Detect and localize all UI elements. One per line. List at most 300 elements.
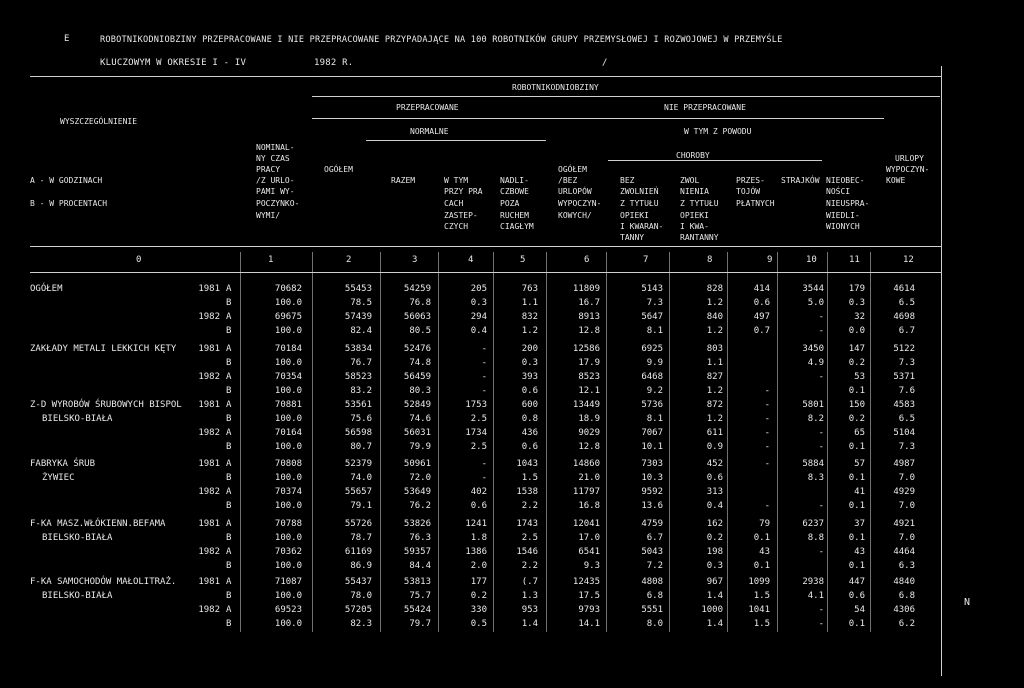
normalne-label: NORMALNE: [410, 127, 449, 136]
table-cell: 16.7: [578, 298, 600, 308]
table-cell: 1.4: [706, 591, 723, 601]
table-cell: 100.0: [274, 501, 302, 511]
table-cell: 4759: [641, 519, 663, 529]
table-cell: -: [481, 459, 487, 469]
table-cell: 840: [706, 312, 723, 322]
table-cell: 78.0: [350, 591, 372, 601]
nominal-label-6: WYMI/: [256, 211, 281, 220]
ogolem-bez-label-1: /BEZ: [558, 176, 578, 185]
table-cell: 600: [521, 400, 538, 410]
table-cell: 177: [470, 577, 487, 587]
razem-col-label: RAZEM: [391, 176, 416, 185]
row-year: 1981: [198, 519, 220, 529]
table-cell: 6.2: [898, 619, 915, 629]
table-cell: 611: [706, 428, 723, 438]
table-cell: 200: [521, 344, 538, 354]
table-cell: 1.1: [521, 298, 538, 308]
row-unit-marker: A: [226, 428, 232, 438]
column-separator: [870, 252, 871, 632]
table-cell: 294: [470, 312, 487, 322]
column-separator: [546, 252, 547, 632]
table-cell: 80.5: [409, 326, 431, 336]
table-cell: 1000: [701, 605, 723, 615]
table-cell: 0.1: [753, 561, 770, 571]
row-unit-marker: B: [226, 591, 232, 601]
column-separator: [438, 252, 439, 632]
table-cell: 65: [854, 428, 865, 438]
rule-colnums: [30, 272, 942, 273]
table-cell: 100.0: [274, 442, 302, 452]
table-cell: 100.0: [274, 473, 302, 483]
rule-head-bottom: [30, 246, 942, 247]
row-year: 1981: [198, 284, 220, 294]
table-cell: 74.8: [409, 358, 431, 368]
table-cell: 0.6: [753, 298, 770, 308]
table-cell: 80.7: [350, 442, 372, 452]
table-cell: 52849: [403, 400, 431, 410]
table-cell: 6925: [641, 344, 663, 354]
table-cell: 0.6: [521, 386, 538, 396]
table-cell: 5371: [893, 372, 915, 382]
row-unit-marker: B: [226, 533, 232, 543]
table-cell: 0.3: [706, 561, 723, 571]
row-year: 1982: [198, 487, 220, 497]
row-unit-marker: A: [226, 519, 232, 529]
table-cell: 53649: [403, 487, 431, 497]
table-cell: 76.7: [350, 358, 372, 368]
table-cell: 1.1: [706, 358, 723, 368]
table-cell: 2.0: [470, 561, 487, 571]
column-number-4: 4: [468, 255, 474, 265]
table-cell: -: [764, 400, 770, 410]
table-cell: 70354: [274, 372, 302, 382]
row-year: 1981: [198, 400, 220, 410]
table-cell: 57439: [344, 312, 372, 322]
table-cell: 74.6: [409, 414, 431, 424]
zwol-label-1: NIENIA: [680, 187, 709, 196]
row-unit-marker: A: [226, 547, 232, 557]
table-cell: 79.1: [350, 501, 372, 511]
table-cell: 162: [706, 519, 723, 529]
table-cell: 72.0: [409, 473, 431, 483]
row-unit-marker: A: [226, 312, 232, 322]
table-cell: 5551: [641, 605, 663, 615]
table-cell: 4.1: [807, 591, 824, 601]
table-cell: 4840: [893, 577, 915, 587]
table-cell: 402: [470, 487, 487, 497]
nominal-label-5: POCZYNKO-: [256, 199, 300, 208]
table-cell: 0.1: [848, 501, 865, 511]
table-cell: 9029: [578, 428, 600, 438]
rule-top: [30, 76, 942, 77]
nieobec-label-3: WIEDLI-: [826, 211, 860, 220]
table-cell: -: [764, 386, 770, 396]
table-cell: 1546: [516, 547, 538, 557]
table-cell: 53826: [403, 519, 431, 529]
table-cell: 78.7: [350, 533, 372, 543]
table-cell: 4464: [893, 547, 915, 557]
table-cell: 41: [854, 487, 865, 497]
table-cell: -: [818, 619, 824, 629]
table-cell: 11797: [572, 487, 600, 497]
w-tym-label-0: W TYM: [444, 176, 469, 185]
table-cell: 17.5: [578, 591, 600, 601]
table-cell: 7067: [641, 428, 663, 438]
row-unit-marker: A: [226, 284, 232, 294]
table-cell: 7.3: [898, 358, 915, 368]
table-cell: 69675: [274, 312, 302, 322]
table-cell: 5647: [641, 312, 663, 322]
table-cell: 12041: [572, 519, 600, 529]
table-cell: 414: [753, 284, 770, 294]
table-cell: 1.2: [521, 326, 538, 336]
table-cell: 330: [470, 605, 487, 615]
table-cell: 70374: [274, 487, 302, 497]
table-cell: 53813: [403, 577, 431, 587]
table-cell: 7.0: [898, 501, 915, 511]
urlopy-label-1: WYPOCZYN-: [886, 165, 930, 174]
table-cell: 6.7: [898, 326, 915, 336]
table-cell: 79.9: [409, 442, 431, 452]
table-cell: -: [764, 442, 770, 452]
table-cell: 78.5: [350, 298, 372, 308]
table-cell: 6.8: [898, 591, 915, 601]
column-number-2: 2: [346, 255, 352, 265]
table-cell: -: [818, 312, 824, 322]
table-cell: 10.3: [641, 473, 663, 483]
table-cell: -: [818, 428, 824, 438]
row-unit-marker: B: [226, 414, 232, 424]
table-cell: 5122: [893, 344, 915, 354]
table-cell: 55437: [344, 577, 372, 587]
table-cell: 0.7: [753, 326, 770, 336]
row-name: FABRYKA ŚRUB: [30, 459, 96, 469]
table-cell: -: [481, 386, 487, 396]
table-cell: 61169: [344, 547, 372, 557]
column-number-5: 5: [520, 255, 526, 265]
table-cell: 16.8: [578, 501, 600, 511]
table-cell: 5736: [641, 400, 663, 410]
spec-label: WYSZCZEGÓLNIENIE: [60, 117, 138, 126]
table-cell: -: [818, 605, 824, 615]
table-cell: 53834: [344, 344, 372, 354]
table-cell: 100.0: [274, 358, 302, 368]
w-tym-label-3: ZASTEP-: [444, 211, 478, 220]
table-cell: 953: [521, 605, 538, 615]
column-number-8: 8: [707, 255, 713, 265]
table-cell: -: [481, 358, 487, 368]
table-cell: 1.5: [521, 473, 538, 483]
urlopy-label-0: URLOPY: [895, 154, 924, 163]
column-separator: [669, 252, 670, 632]
margin-mark: N: [964, 597, 971, 608]
table-cell: 70788: [274, 519, 302, 529]
table-cell: 1043: [516, 459, 538, 469]
w-tym-label-4: CZYCH: [444, 222, 469, 231]
rule-choroby: [608, 160, 822, 161]
table-cell: 6.5: [898, 298, 915, 308]
bez-label-4: I KWARAN-: [620, 222, 664, 231]
table-cell: 79: [759, 519, 770, 529]
table-cell: 17.9: [578, 358, 600, 368]
table-cell: 2938: [802, 577, 824, 587]
table-cell: 70362: [274, 547, 302, 557]
table-cell: 1.2: [706, 298, 723, 308]
w-tym-label-2: CACH: [444, 199, 464, 208]
table-cell: -: [764, 428, 770, 438]
table-cell: 1241: [465, 519, 487, 529]
table-cell: 1538: [516, 487, 538, 497]
table-cell: 0.1: [848, 619, 865, 629]
table-cell: 313: [706, 487, 723, 497]
table-cell: 76.3: [409, 533, 431, 543]
w-tym-z-powodu-label: W TYM Z POWODU: [684, 127, 752, 136]
table-cell: 8.8: [807, 533, 824, 543]
table-cell: 1.4: [521, 619, 538, 629]
row-year: 1981: [198, 577, 220, 587]
table-cell: 0.1: [753, 533, 770, 543]
table-cell: 55657: [344, 487, 372, 497]
table-cell: 21.0: [578, 473, 600, 483]
column-number-9: 9: [767, 255, 773, 265]
ogolem-bez-label-4: KOWYCH/: [558, 211, 592, 220]
table-cell: 7.3: [646, 298, 663, 308]
column-separator: [827, 252, 828, 632]
table-cell: 205: [470, 284, 487, 294]
table-cell: 150: [848, 400, 865, 410]
table-cell: 0.3: [848, 298, 865, 308]
table-cell: 447: [848, 577, 865, 587]
table-cell: 0.5: [470, 619, 487, 629]
table-cell: 436: [521, 428, 538, 438]
table-cell: 70881: [274, 400, 302, 410]
column-separator: [727, 252, 728, 632]
bez-label-1: ZWOLNIEŃ: [620, 187, 659, 196]
nadliczbowe-label-1: CZBOWE: [500, 187, 529, 196]
table-cell: 7.2: [646, 561, 663, 571]
table-cell: 12.8: [578, 326, 600, 336]
table-cell: 2.5: [521, 533, 538, 543]
table-cell: -: [481, 372, 487, 382]
nie-przepracowane-label: NIE PRZEPRACOWANE: [664, 103, 746, 112]
nieobec-label-2: NIEUSPRA-: [826, 199, 870, 208]
table-cell: 6468: [641, 372, 663, 382]
table-cell: 76.8: [409, 298, 431, 308]
table-cell: 6237: [802, 519, 824, 529]
table-cell: 52476: [403, 344, 431, 354]
table-cell: 0.6: [706, 473, 723, 483]
table-cell: 83.2: [350, 386, 372, 396]
row-year: 1982: [198, 605, 220, 615]
table-cell: 4.9: [807, 358, 824, 368]
table-cell: 0.3: [521, 358, 538, 368]
column-separator: [493, 252, 494, 632]
rule-group: [312, 96, 940, 97]
table-cell: 52379: [344, 459, 372, 469]
table-cell: 0.3: [470, 298, 487, 308]
table-cell: -: [481, 344, 487, 354]
table-cell: 0.1: [848, 473, 865, 483]
nominal-label-1: NY CZAS: [256, 154, 290, 163]
table-cell: 0.4: [706, 501, 723, 511]
row-unit-marker: A: [226, 459, 232, 469]
table-cell: 50961: [403, 459, 431, 469]
table-cell: 12586: [572, 344, 600, 354]
table-cell: 100.0: [274, 561, 302, 571]
table-cell: 0.1: [848, 442, 865, 452]
table-cell: -: [481, 473, 487, 483]
row-name-2: ŻYWIEC: [42, 473, 75, 483]
row-year: 1981: [198, 459, 220, 469]
table-cell: 4987: [893, 459, 915, 469]
table-cell: 11809: [572, 284, 600, 294]
table-cell: -: [764, 459, 770, 469]
bez-label-5: TANNY: [620, 233, 645, 242]
column-separator: [606, 252, 607, 632]
table-cell: 57: [854, 459, 865, 469]
table-cell: 0.1: [848, 561, 865, 571]
table-cell: 12.8: [578, 442, 600, 452]
table-cell: 55453: [344, 284, 372, 294]
ogolem-bez-label-2: URLOPÓW: [558, 187, 592, 196]
table-cell: 2.5: [470, 442, 487, 452]
row-name-2: BIELSKO-BIAŁA: [42, 414, 113, 424]
table-cell: 1753: [465, 400, 487, 410]
table-cell: 4698: [893, 312, 915, 322]
table-cell: 0.6: [470, 501, 487, 511]
rule-prz: [312, 118, 884, 119]
table-cell: 1.5: [753, 619, 770, 629]
table-cell: 4614: [893, 284, 915, 294]
urlopy-label-2: KOWE: [886, 176, 906, 185]
row-unit-marker: A: [226, 344, 232, 354]
row-unit-marker: A: [226, 487, 232, 497]
table-cell: 18.9: [578, 414, 600, 424]
table-cell: 70682: [274, 284, 302, 294]
table-cell: 4929: [893, 487, 915, 497]
table-cell: 10.1: [641, 442, 663, 452]
table-cell: 9.9: [646, 358, 663, 368]
table-cell: 100.0: [274, 533, 302, 543]
rule-normalne: [366, 140, 546, 141]
table-cell: 2.5: [470, 414, 487, 424]
table-cell: 8.2: [807, 414, 824, 424]
column-number-12: 12: [903, 255, 914, 265]
nadliczbowe-label-3: RUCHEM: [500, 211, 529, 220]
table-cell: 70808: [274, 459, 302, 469]
table-cell: 100.0: [274, 414, 302, 424]
table-cell: -: [818, 547, 824, 557]
row-name-2: BIELSKO-BIAŁA: [42, 591, 113, 601]
table-cell: 43: [759, 547, 770, 557]
table-cell: 6541: [578, 547, 600, 557]
table-cell: 55726: [344, 519, 372, 529]
table-cell: 7.3: [898, 442, 915, 452]
table-cell: 5043: [641, 547, 663, 557]
column-separator: [312, 252, 313, 632]
table-cell: 43: [854, 547, 865, 557]
table-cell: 53: [854, 372, 865, 382]
row-unit-marker: B: [226, 298, 232, 308]
table-cell: 12435: [572, 577, 600, 587]
row-unit-marker: B: [226, 442, 232, 452]
table-cell: 76.2: [409, 501, 431, 511]
table-cell: 17.0: [578, 533, 600, 543]
table-cell: 0.6: [848, 591, 865, 601]
row-unit-marker: B: [226, 561, 232, 571]
nieobec-label-4: WIONYCH: [826, 222, 860, 231]
table-cell: 56031: [403, 428, 431, 438]
table-cell: 6.7: [646, 533, 663, 543]
column-number-0: 0: [136, 255, 142, 265]
table-cell: 75.7: [409, 591, 431, 601]
table-cell: 7.6: [898, 386, 915, 396]
group-main-label: ROBOTNIKODNIOBZINY: [512, 83, 599, 92]
header-mark: E: [64, 34, 70, 44]
title-line-2: KLUCZOWYM W OKRESIE I - IV: [100, 58, 247, 68]
table-cell: 37: [854, 519, 865, 529]
table-cell: 967: [706, 577, 723, 587]
table-cell: 0.0: [848, 326, 865, 336]
column-number-7: 7: [643, 255, 649, 265]
row-name: ZAKŁADY METALI LEKKICH KĘTY: [30, 344, 177, 354]
table-cell: 82.4: [350, 326, 372, 336]
table-cell: 58523: [344, 372, 372, 382]
table-cell: 79.7: [409, 619, 431, 629]
column-number-6: 6: [584, 255, 590, 265]
zwol-label-4: I KWA-: [680, 222, 709, 231]
nadliczbowe-label-2: POZA: [500, 199, 520, 208]
table-cell: 8.3: [807, 473, 824, 483]
table-cell: 55424: [403, 605, 431, 615]
table-cell: 3544: [802, 284, 824, 294]
table-cell: 803: [706, 344, 723, 354]
table-cell: 56598: [344, 428, 372, 438]
table-cell: 71087: [274, 577, 302, 587]
table-cell: 0.4: [470, 326, 487, 336]
table-cell: 828: [706, 284, 723, 294]
zwol-label-3: OPIEKI: [680, 211, 709, 220]
nominal-label-0: NOMINAL-: [256, 143, 295, 152]
table-cell: 6.3: [898, 561, 915, 571]
title-year: 1982 R.: [314, 58, 354, 68]
nominal-label-3: /Z URLO-: [256, 176, 295, 185]
table-cell: 100.0: [274, 298, 302, 308]
table-cell: 70164: [274, 428, 302, 438]
table-cell: 3450: [802, 344, 824, 354]
table-cell: 1099: [748, 577, 770, 587]
table-cell: 0.1: [848, 386, 865, 396]
row-year: 1982: [198, 547, 220, 557]
table-cell: 1.2: [706, 414, 723, 424]
table-cell: 8.0: [646, 619, 663, 629]
row-name: Z-D WYROBÓW ŚRUBOWYCH BISPOL: [30, 400, 182, 410]
table-cell: 56459: [403, 372, 431, 382]
ogolem-bez-label-3: WYPOCZYN-: [558, 199, 602, 208]
choroby-label: CHOROBY: [676, 151, 710, 160]
nieobec-label-0: NIEOBEC-: [826, 176, 865, 185]
table-cell: 9793: [578, 605, 600, 615]
table-cell: 1.8: [470, 533, 487, 543]
zwol-label-5: RANTANNY: [680, 233, 719, 242]
zwol-label-2: Z TYTUŁU: [680, 199, 719, 208]
table-cell: 9.3: [583, 561, 600, 571]
table-cell: 59357: [403, 547, 431, 557]
row-year: 1982: [198, 312, 220, 322]
table-cell: 6.8: [646, 591, 663, 601]
table-cell: 9.2: [646, 386, 663, 396]
table-cell: 832: [521, 312, 538, 322]
